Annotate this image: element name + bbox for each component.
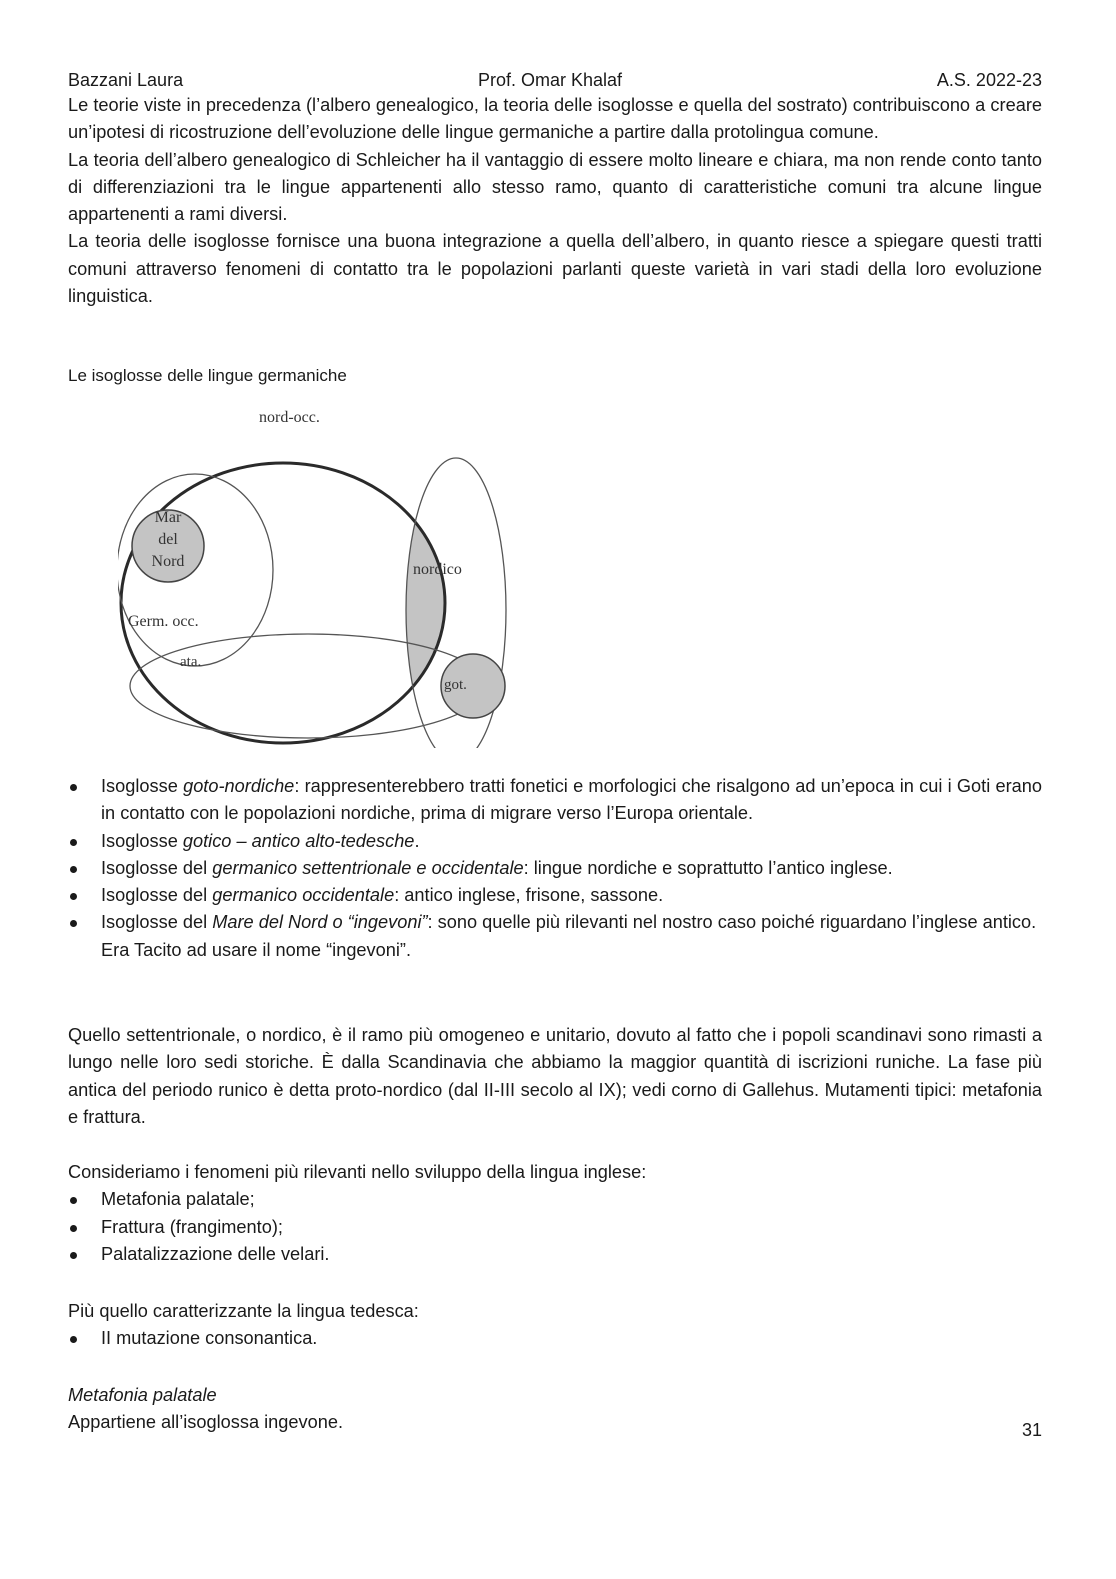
isogloss-diagram xyxy=(118,398,530,748)
section-title xyxy=(68,1382,1042,1409)
page-number: 31 xyxy=(1021,1420,1042,1440)
bullet-icon xyxy=(70,1336,77,1343)
figure-caption: Le isoglosse delle lingue germaniche xyxy=(68,366,347,385)
header-professor: Prof. Omar Khalaf xyxy=(478,70,623,90)
isogloss-term: germanico settentrionale e occidentale xyxy=(212,857,524,878)
label-got: got. xyxy=(444,677,467,693)
isogloss-description: : rappresenterebbero tratti fonetici e morfologici che risalgono ad un’epoca in cui i Goti erano in contatto con le popolazioni nordiche, prima di migrare verso l’Europa orientale. xyxy=(101,776,1042,824)
isogloss-item xyxy=(68,909,1042,964)
list-item xyxy=(68,1186,1042,1213)
bullet-icon xyxy=(70,866,77,873)
isogloss-term: Mare del Nord o “ingevoni” xyxy=(212,912,428,933)
isogloss-list xyxy=(68,773,1042,964)
bullet-icon xyxy=(70,1252,77,1259)
isogloss-item xyxy=(68,828,1042,855)
nordic-section xyxy=(68,1022,1042,1131)
label-mar: Mar xyxy=(154,509,182,526)
list-item-text: Metafonia palatale; xyxy=(101,1189,255,1210)
label-nordico: nordico xyxy=(413,561,462,578)
german-list xyxy=(68,1325,1042,1352)
isogloss-note: Era Tacito ad usare il nome “ingevoni”. xyxy=(101,939,412,960)
bullet-icon xyxy=(70,1225,77,1232)
label-nord-occ: nord-occ. xyxy=(259,409,320,426)
bullet-icon xyxy=(70,920,77,927)
isogloss-description: : antico inglese, frisone, sassone. xyxy=(394,885,664,906)
intro-paragraph-1: Le teorie viste in precedenza (l’albero genealogico, la teoria delle isoglosse e quella del sostrato) contribuiscono a creare un’ipotesi di ricostruzione dell’evoluzione delle lingue germaniche a partire dalla protolingua comune. xyxy=(68,95,1042,143)
bullet-icon xyxy=(70,1197,77,1204)
list-item-text: II mutazione consonantica. xyxy=(101,1328,318,1349)
isogloss-diagram-svg xyxy=(118,398,530,748)
section-body: Appartiene all’isoglossa ingevone. xyxy=(68,1412,344,1433)
list-item xyxy=(68,1241,1042,1268)
label-ata: ata. xyxy=(180,654,202,670)
isogloss-list-section xyxy=(68,773,1042,964)
list-item-text: Frattura (frangimento); xyxy=(101,1216,283,1237)
list-item-text: Palatalizzazione delle velari. xyxy=(101,1243,330,1264)
header-year: A.S. 2022-23 xyxy=(936,70,1042,90)
label-germ-occ: Germ. occ. xyxy=(128,613,199,630)
isogloss-item xyxy=(68,773,1042,828)
isogloss-prefix: Isoglosse del xyxy=(101,885,213,906)
list-item xyxy=(68,1325,1042,1352)
intro-paragraph-2: La teoria dell’albero genealogico di Schleicher ha il vantaggio di essere molto lineare e chiara, ma non rende conto tanto di differenziazioni tra le lingue appartenenti allo stesso ramo, quanto di caratteristiche comuni tra alcune lingue appartenenti a rami diversi. xyxy=(68,149,1042,225)
english-section xyxy=(68,1159,1042,1268)
metaphony-section xyxy=(68,1382,1042,1437)
header-author: Bazzani Laura xyxy=(68,70,184,90)
isogloss-description: : sono quelle più rilevanti nel nostro caso poiché riguardano l’inglese antico. xyxy=(427,912,1037,933)
isogloss-description: . xyxy=(414,830,420,851)
label-del: del xyxy=(158,531,178,548)
isogloss-prefix: Isoglosse xyxy=(101,776,184,796)
isogloss-description: : lingue nordiche e soprattutto l’antico inglese. xyxy=(523,857,893,878)
isogloss-term: germanico occidentale xyxy=(212,885,395,906)
bullet-icon xyxy=(70,839,77,846)
isogloss-prefix: Isoglosse xyxy=(101,830,183,851)
label-nord: Nord xyxy=(151,553,185,570)
north-west-ellipse xyxy=(121,463,445,743)
isogloss-prefix: Isoglosse del xyxy=(101,857,213,878)
bullet-icon xyxy=(70,784,77,791)
isogloss-item xyxy=(68,882,1042,909)
intro-paragraph-3: La teoria delle isoglosse fornisce una buona integrazione a quella dell’albero, in quanto riesce a spiegare questi tratti comuni attraverso fenomeni di contatto tra le popolazioni parlanti queste varietà in vari stadi della loro evoluzione linguistica. xyxy=(68,231,1042,307)
intro-section xyxy=(68,92,1042,310)
nordic-paragraph: Quello settentrionale, o nordico, è il ramo più omogeneo e unitario, dovuto al fatto che i popoli scandinavi sono rimasti a lungo nelle loro sedi storiche. È dalla Scandinavia che abbiamo la maggior quantità di iscrizioni runiche. La fase più antica del periodo runico è detta proto-nordico (dal II-III secolo al IX); vedi corno di Gallehus. Mutamenti tipici: metafonia e frattura. xyxy=(68,1025,1042,1127)
bullet-icon xyxy=(70,893,77,900)
german-section xyxy=(68,1298,1042,1353)
isogloss-item xyxy=(68,855,1042,882)
list-item xyxy=(68,1214,1042,1241)
isogloss-term: gotico – antico alto-tedesche xyxy=(182,830,415,851)
isogloss-term: goto-nordiche xyxy=(183,776,295,796)
isogloss-prefix: Isoglosse del xyxy=(101,912,213,933)
english-intro: Consideriamo i fenomeni più rilevanti nello sviluppo della lingua inglese: xyxy=(68,1162,647,1182)
english-list xyxy=(68,1186,1042,1268)
section-title-text: Metafonia palatale xyxy=(68,1385,217,1405)
german-intro: Più quello caratterizzante la lingua tedesca: xyxy=(68,1301,419,1321)
